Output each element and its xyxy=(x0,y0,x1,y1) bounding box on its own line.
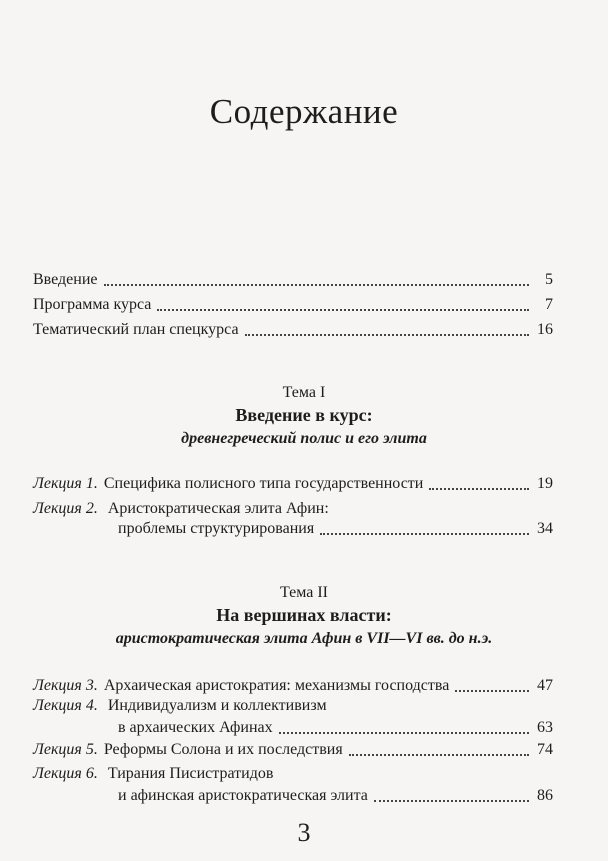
toc-entry-introduction xyxy=(33,270,553,290)
theme-subtitle: аристократическая элита Афин в VII—VI вв. до н.э. xyxy=(115,630,493,647)
theme-title: На вершинах власти: xyxy=(216,605,392,625)
toc-entry-text: Программа курса xyxy=(33,296,152,313)
toc-entry-text: Специфика полисного типа государственности xyxy=(103,475,424,492)
toc-entry-text: Реформы Солона и их последствия xyxy=(103,741,343,758)
page-number: 3 xyxy=(297,818,311,847)
toc-entry-lecture-1 xyxy=(33,474,553,494)
dot-leader xyxy=(104,284,530,286)
dot-leader xyxy=(455,690,529,692)
dot-leader xyxy=(429,488,529,490)
toc-entry-text: и афинская аристократическая элита xyxy=(118,787,368,804)
theme-number: Тема II xyxy=(279,584,329,601)
toc-entry-page: 5 xyxy=(545,271,553,288)
dot-leader xyxy=(245,334,529,336)
lecture-label: Лекция 5. xyxy=(33,741,98,758)
lecture-label: Лекция 6. xyxy=(33,765,98,782)
toc-entry-text: Архаическая аристократия: механизмы господства xyxy=(103,677,450,694)
toc-entry-text: проблемы структурирования xyxy=(118,520,315,537)
toc-entry-course-program xyxy=(33,295,553,315)
toc-entry-text: Аристократическая элита Афин: xyxy=(107,500,329,517)
toc-entry-lecture-6-cont xyxy=(118,786,553,806)
dot-leader xyxy=(320,533,529,535)
toc-entry-lecture-4 xyxy=(33,696,327,716)
dot-leader xyxy=(349,754,529,756)
toc-entry-page: 16 xyxy=(537,321,553,338)
dot-leader xyxy=(279,732,529,734)
dot-leader xyxy=(157,309,529,311)
toc-entry-page: 7 xyxy=(545,296,553,313)
toc-entry-text: Введение xyxy=(33,271,98,288)
toc-entry-lecture-2-cont xyxy=(118,519,553,539)
page-title: Содержание xyxy=(209,92,399,131)
toc-entry-lecture-5 xyxy=(33,740,553,760)
lecture-label: Лекция 4. xyxy=(33,697,98,714)
toc-entry-page: 63 xyxy=(537,719,553,736)
toc-entry-page: 86 xyxy=(537,787,553,804)
theme-number: Тема I xyxy=(282,384,326,401)
theme-subtitle: древнегреческий полис и его элита xyxy=(181,430,427,447)
toc-entry-lecture-2 xyxy=(33,499,329,519)
toc-entry-lecture-3 xyxy=(33,676,553,696)
toc-entry-page: 74 xyxy=(537,741,553,758)
toc-entry-text: Тематический план спецкурса xyxy=(33,321,239,338)
toc-entry-text: Индивидуализм и коллективизм xyxy=(107,697,327,714)
lecture-label: Лекция 2. xyxy=(33,500,98,517)
toc-entry-thematic-plan xyxy=(33,320,553,340)
toc-entry-lecture-4-cont xyxy=(118,718,553,738)
lecture-label: Лекция 3. xyxy=(33,677,98,694)
lecture-label: Лекция 1. xyxy=(33,475,98,492)
toc-entry-page: 47 xyxy=(537,677,553,694)
toc-entry-lecture-6 xyxy=(33,764,273,784)
toc-entry-text: Тирания Писистратидов xyxy=(107,765,274,782)
toc-entry-page: 19 xyxy=(537,475,553,492)
toc-entry-page: 34 xyxy=(537,520,553,537)
dot-leader xyxy=(374,800,529,802)
toc-entry-text: в архаических Афинах xyxy=(118,719,273,736)
theme-title: Введение в курс: xyxy=(235,405,373,425)
